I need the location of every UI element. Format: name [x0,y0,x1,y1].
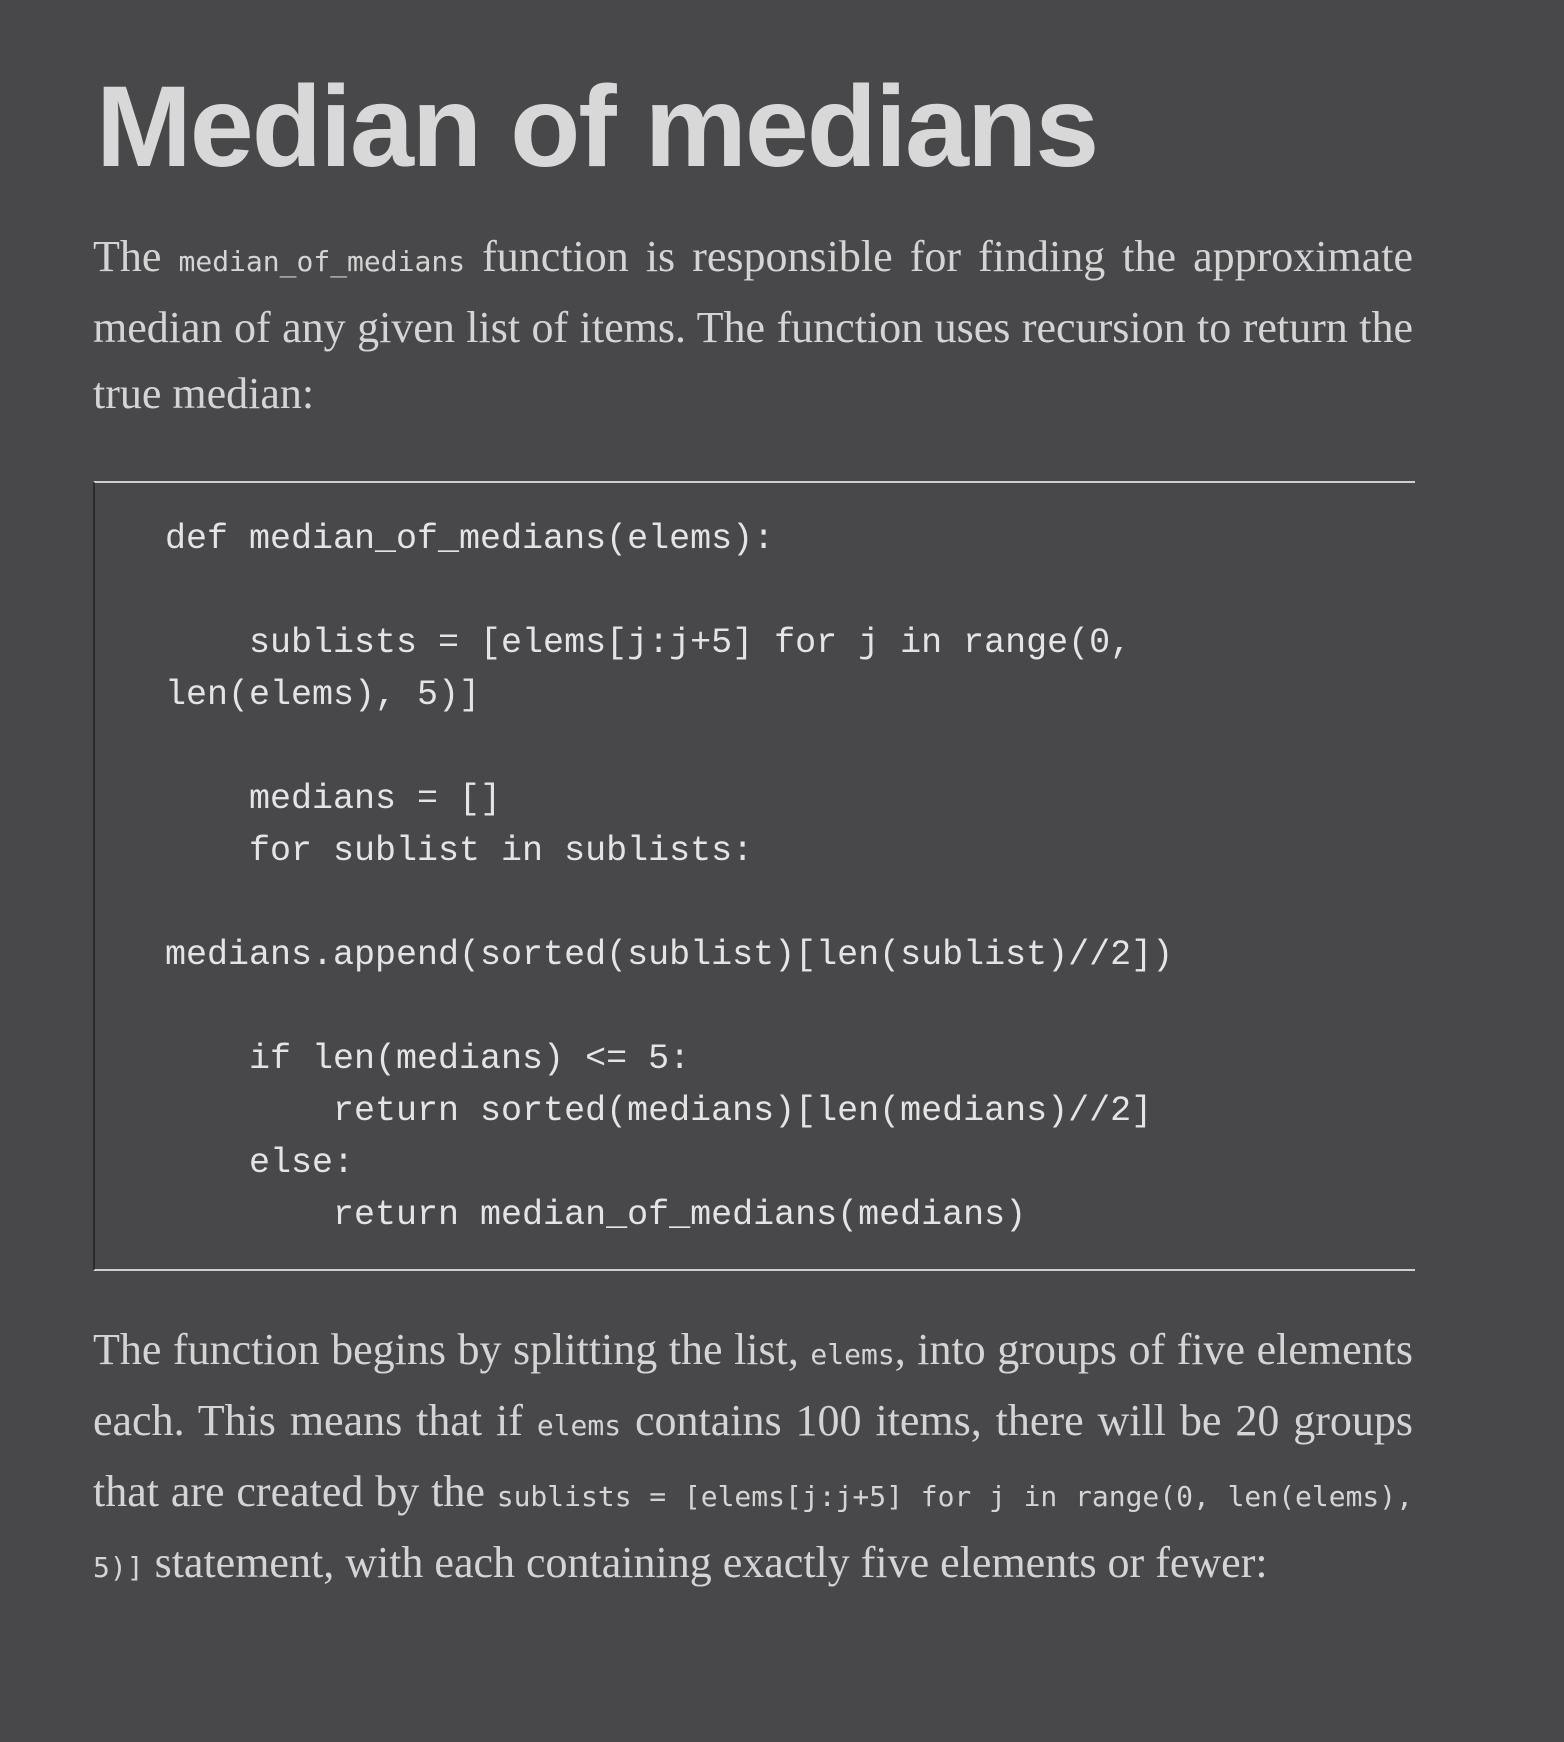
intro-text-1: The [93,232,179,281]
code-line: medians.append(sorted(sublist)[len(sublist)//2]) [165,935,1174,975]
code-line: else: [165,1143,355,1183]
code-line: len(elems), 5)] [165,675,481,715]
after-inline-code-3: sublists = [elems[j:j+5] for j in range(0, len(elems), 5)] [93,1480,1413,1584]
intro-inline-code: median_of_medians [178,245,466,278]
code-line: def median_of_medians(elems): [165,519,775,559]
after-text-3: contains 100 items, there will be 20 groups that are created by the [93,1396,1413,1516]
code-line: sublists = [elems[j:j+5] for j in range(0, [165,623,1132,663]
after-inline-code-2: elems [536,1409,622,1442]
document-page [93,0,1413,1601]
after-inline-code-1: elems [810,1338,895,1371]
intro-paragraph [93,224,1413,427]
code-line: for sublist in sublists: [165,831,754,871]
page-title: Median of medians [96,63,1098,191]
code-block [93,481,1415,1271]
code-line [165,981,1415,1033]
after-text-2: , into groups of five elements each. This means that if [93,1325,1414,1445]
code-line [165,721,1415,773]
code-line [165,877,1415,929]
intro-text-2: function is responsible for finding the approximate median of any given list of items. The function uses recursion to return the true median: [93,232,1413,418]
code-line: if len(medians) <= 5: [165,1039,691,1079]
code-line: medians = [] [165,779,502,819]
code-line: return sorted(medians)[len(medians)//2] [165,1091,1153,1131]
code-line [165,565,1415,617]
explanation-paragraph [93,1317,1413,1601]
after-text-1: The function begins by splitting the list, [93,1325,811,1374]
after-text-4: statement, with each containing exactly five elements or fewer: [143,1538,1268,1587]
code-line: return median_of_medians(medians) [165,1195,1027,1235]
